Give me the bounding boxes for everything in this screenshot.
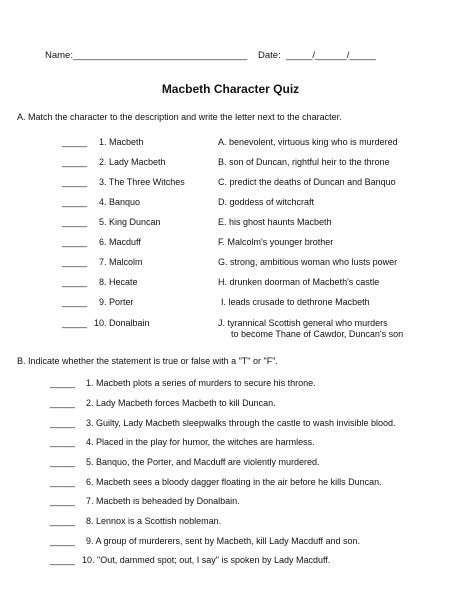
true-false-blank[interactable]: _____ (50, 555, 76, 565)
true-false-blank[interactable]: _____ (50, 398, 76, 408)
character-description: H. drunken doorman of Macbeth's castle (218, 277, 380, 287)
match-answer-blank[interactable]: _____ (62, 318, 88, 328)
section-b-instruction: B. Indicate whether the statement is true or false with a "T" or "F". (17, 356, 278, 366)
character-name: 3. The Three Witches (99, 177, 185, 187)
true-false-blank[interactable]: _____ (50, 418, 76, 428)
statement-text: 10. "Out, dammed spot; out, I say" is spoken by Lady Macduff. (82, 555, 331, 565)
match-answer-blank[interactable]: _____ (62, 257, 88, 267)
character-name: 1. Macbeth (99, 137, 144, 147)
character-name: 9. Porter (99, 297, 134, 307)
true-false-blank[interactable]: _____ (50, 457, 76, 467)
character-description: A. benevolent, virtuous king who is murdered (218, 137, 398, 147)
character-description: D. goddess of witchcraft (218, 197, 315, 207)
true-false-blank[interactable]: _____ (50, 378, 76, 388)
character-name: 2. Lady Macbeth (99, 157, 166, 167)
true-false-blank[interactable]: _____ (50, 437, 76, 447)
section-a-instruction: A. Match the character to the description and write the letter next to the character. (17, 112, 342, 122)
character-name: 4. Banquo (99, 197, 141, 207)
character-description: I. leads crusade to dethrone Macbeth (221, 297, 370, 307)
true-false-blank[interactable]: _____ (50, 516, 76, 526)
match-answer-blank[interactable]: _____ (62, 217, 88, 227)
character-description: J. tyrannical Scottish general who murders (218, 318, 388, 328)
character-name: 6. Macduff (99, 237, 141, 247)
match-answer-blank[interactable]: _____ (62, 197, 88, 207)
character-description: G. strong, ambitious woman who lusts power (218, 257, 398, 267)
match-answer-blank[interactable]: _____ (62, 277, 88, 287)
match-answer-blank[interactable]: _____ (62, 137, 88, 147)
match-answer-blank[interactable]: _____ (62, 237, 88, 247)
statement-text: 9. A group of murderers, sent by Macbeth, kill Lady Macduff and son. (86, 536, 360, 546)
statement-text: 8. Lennox is a Scottish nobleman. (86, 516, 222, 526)
statement-text: 5. Banquo, the Porter, and Macduff are violently murdered. (86, 457, 320, 467)
true-false-blank[interactable]: _____ (50, 496, 76, 506)
match-answer-blank[interactable]: _____ (62, 297, 88, 307)
character-name: 10. Donalbain (94, 318, 150, 328)
character-name: 5. King Duncan (99, 217, 161, 227)
statement-text: 6. Macbeth sees a bloody dagger floating in the air before he kills Duncan. (86, 477, 382, 487)
character-description: E. his ghost haunts Macbeth (218, 217, 332, 227)
character-description: B. son of Duncan, rightful heir to the throne (218, 157, 390, 167)
character-name: 7. Malcolm (99, 257, 143, 267)
match-answer-blank[interactable]: _____ (62, 177, 88, 187)
character-description: C. predict the deaths of Duncan and Banquo (218, 177, 396, 187)
character-name: 8. Hecate (99, 277, 138, 287)
match-answer-blank[interactable]: _____ (62, 157, 88, 167)
character-description: F. Malcolm's younger brother (218, 237, 334, 247)
name-field[interactable]: Name:_________________________________ (45, 50, 248, 61)
date-field[interactable]: _____/______/_____ (286, 50, 376, 61)
page-title: Macbeth Character Quiz (161, 82, 300, 96)
statement-text: 1. Macbeth plots a series of murders to secure his throne. (86, 378, 316, 388)
true-false-blank[interactable]: _____ (50, 477, 76, 487)
true-false-blank[interactable]: _____ (50, 536, 76, 546)
statement-text: 3. Guilty, Lady Macbeth sleepwalks through the castle to wash invisible blood. (86, 418, 396, 428)
statement-text: 4. Placed in the play for humor, the witches are harmless. (86, 437, 315, 447)
character-description-continued: to become Thane of Cawdor, Duncan's son (231, 329, 404, 339)
statement-text: 2. Lady Macbeth forces Macbeth to kill Duncan. (86, 398, 276, 408)
statement-text: 7. Macbeth is beheaded by Donalbain. (86, 496, 240, 506)
date-label: Date: (258, 50, 281, 61)
